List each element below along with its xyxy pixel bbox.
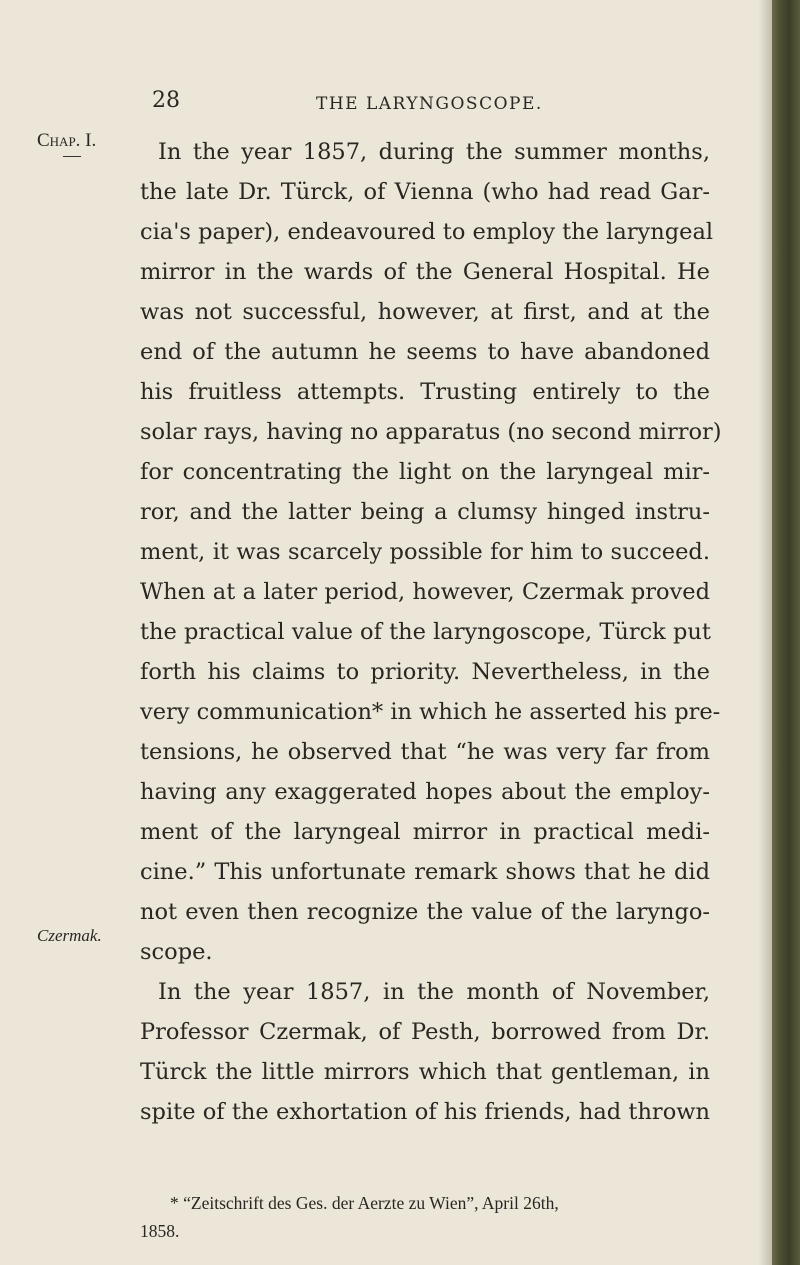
footnote-line: * “Zeitschrift des Ges. der Aerzte zu Wien”, April 26th, <box>170 1193 559 1213</box>
text-line: very communication* in which he asserted his pre- <box>140 699 721 725</box>
text-line: In the year 1857, in the month of November, <box>158 979 710 1005</box>
text-line: ment of the laryngeal mirror in practical medi- <box>140 819 710 845</box>
page-header <box>0 88 772 118</box>
text-line: was not successful, however, at first, and at the <box>140 299 710 325</box>
text-line: solar rays, having no apparatus (no second mirror) <box>140 419 722 445</box>
text-line: not even then recognize the value of the laryngo- <box>140 899 710 925</box>
text-line: cine.” This unfortunate remark shows that he did <box>140 859 710 885</box>
text-line: ment, it was scarcely possible for him to succeed. <box>140 539 710 565</box>
text-line: the practical value of the laryngoscope, Türck put <box>140 619 711 645</box>
text-line: ror, and the latter being a clumsy hinged instru- <box>140 499 710 525</box>
text-line: the late Dr. Türck, of Vienna (who had read Gar- <box>140 179 710 205</box>
page-number: 28 <box>152 88 180 113</box>
text-line: Türck the little mirrors which that gentleman, in <box>140 1059 710 1085</box>
footnote-line: 1858. <box>140 1221 180 1241</box>
text-line: mirror in the wards of the General Hospital. He <box>140 259 710 285</box>
text-line: Professor Czermak, of Pesth, borrowed from Dr. <box>140 1019 710 1045</box>
text-line: his fruitless attempts. Trusting entirely to the <box>140 379 710 405</box>
text-line: having any exaggerated hopes about the employ- <box>140 779 710 805</box>
running-title: THE LARYNGOSCOPE. <box>316 94 543 114</box>
page-edge-shadow <box>758 0 772 1265</box>
text-line: tensions, he observed that “he was very far from <box>140 739 710 765</box>
text-line: When at a later period, however, Czermak proved <box>140 579 710 605</box>
book-edge <box>772 0 800 1265</box>
text-line: scope. <box>140 939 213 965</box>
czermak-marginal-note: Czermak. <box>37 926 102 945</box>
text-line: end of the autumn he seems to have abandoned <box>140 339 710 365</box>
chapter-marginal-note: Chap. I. <box>37 130 97 151</box>
text-line: In the year 1857, during the summer months, <box>158 139 710 165</box>
text-line: cia's paper), endeavoured to employ the laryngeal <box>140 219 714 245</box>
text-line: for concentrating the light on the laryngeal mir- <box>140 459 710 485</box>
chapter-underline <box>63 156 81 157</box>
text-line: forth his claims to priority. Nevertheless, in the <box>140 659 710 685</box>
text-line: spite of the exhortation of his friends, had thrown <box>140 1099 710 1125</box>
